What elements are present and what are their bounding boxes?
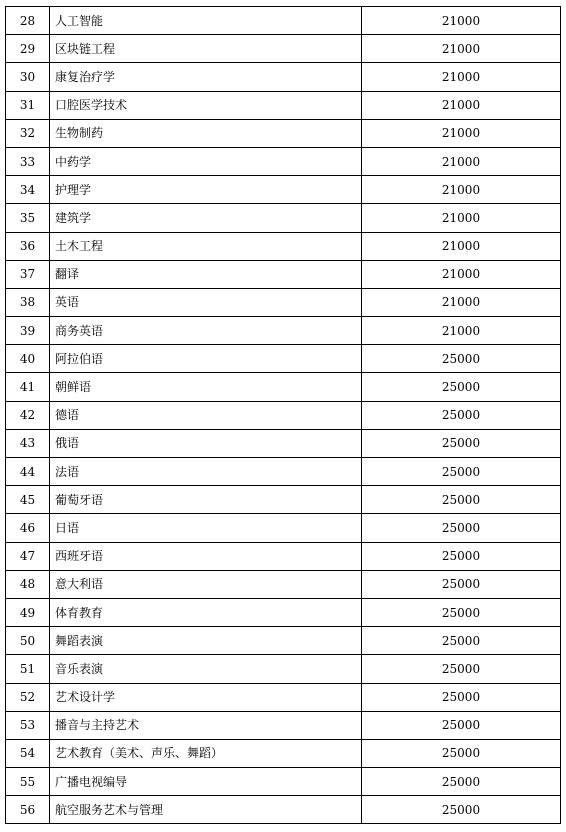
- major-name-cell: 法语: [50, 458, 362, 486]
- tuition-fee-cell: 25000: [362, 598, 561, 626]
- major-name-cell: 播音与主持艺术: [50, 711, 362, 739]
- row-number-cell: 55: [6, 768, 50, 796]
- table-row: [6, 35, 561, 63]
- major-name-cell: 人工智能: [50, 7, 362, 35]
- major-name-cell: 德语: [50, 401, 362, 429]
- table-row: [6, 514, 561, 542]
- row-number-cell: 46: [6, 514, 50, 542]
- major-name-cell: 体育教育: [50, 598, 362, 626]
- major-name-cell: 葡萄牙语: [50, 486, 362, 514]
- tuition-fee-cell: 25000: [362, 683, 561, 711]
- row-number-cell: 35: [6, 204, 50, 232]
- row-number-cell: 36: [6, 232, 50, 260]
- row-number-cell: 47: [6, 542, 50, 570]
- major-name-cell: 土木工程: [50, 232, 362, 260]
- major-name-cell: 阿拉伯语: [50, 345, 362, 373]
- major-name-cell: 翻译: [50, 260, 362, 288]
- tuition-fee-cell: 25000: [362, 345, 561, 373]
- table-body: [6, 7, 561, 824]
- tuition-fee-cell: 25000: [362, 514, 561, 542]
- table-row: [6, 401, 561, 429]
- table-row: [6, 373, 561, 401]
- table-row: [6, 796, 561, 824]
- major-name-cell: 舞蹈表演: [50, 627, 362, 655]
- tuition-fee-cell: 25000: [362, 401, 561, 429]
- major-name-cell: 区块链工程: [50, 35, 362, 63]
- tuition-fee-cell: 25000: [362, 768, 561, 796]
- tuition-fee-cell: 25000: [362, 570, 561, 598]
- major-name-cell: 艺术设计学: [50, 683, 362, 711]
- row-number-cell: 49: [6, 598, 50, 626]
- table-row: [6, 119, 561, 147]
- tuition-fee-cell: 25000: [362, 373, 561, 401]
- row-number-cell: 56: [6, 796, 50, 824]
- tuition-fee-cell: 25000: [362, 429, 561, 457]
- tuition-fee-cell: 21000: [362, 91, 561, 119]
- row-number-cell: 53: [6, 711, 50, 739]
- tuition-fee-cell: 21000: [362, 63, 561, 91]
- row-number-cell: 28: [6, 7, 50, 35]
- tuition-fee-cell: 25000: [362, 796, 561, 824]
- tuition-fee-cell: 25000: [362, 627, 561, 655]
- major-name-cell: 航空服务艺术与管理: [50, 796, 362, 824]
- table-row: [6, 655, 561, 683]
- row-number-cell: 44: [6, 458, 50, 486]
- table-row: [6, 627, 561, 655]
- major-name-cell: 康复治疗学: [50, 63, 362, 91]
- major-name-cell: 朝鲜语: [50, 373, 362, 401]
- row-number-cell: 54: [6, 739, 50, 767]
- major-name-cell: 商务英语: [50, 317, 362, 345]
- tuition-fee-cell: 25000: [362, 739, 561, 767]
- tuition-fee-cell: 25000: [362, 655, 561, 683]
- major-name-cell: 建筑学: [50, 204, 362, 232]
- table-row: [6, 260, 561, 288]
- major-name-cell: 俄语: [50, 429, 362, 457]
- major-name-cell: 广播电视编导: [50, 768, 362, 796]
- major-name-cell: 日语: [50, 514, 362, 542]
- row-number-cell: 52: [6, 683, 50, 711]
- table-row: [6, 345, 561, 373]
- table-row: [6, 570, 561, 598]
- row-number-cell: 50: [6, 627, 50, 655]
- major-name-cell: 英语: [50, 288, 362, 316]
- tuition-fee-cell: 25000: [362, 486, 561, 514]
- table-row: [6, 204, 561, 232]
- major-name-cell: 意大利语: [50, 570, 362, 598]
- row-number-cell: 37: [6, 260, 50, 288]
- tuition-fee-cell: 21000: [362, 232, 561, 260]
- major-name-cell: 音乐表演: [50, 655, 362, 683]
- tuition-fee-cell: 21000: [362, 317, 561, 345]
- row-number-cell: 43: [6, 429, 50, 457]
- tuition-fee-cell: 21000: [362, 147, 561, 175]
- table-row: [6, 7, 561, 35]
- table-row: [6, 598, 561, 626]
- table-row: [6, 711, 561, 739]
- table-row: [6, 232, 561, 260]
- row-number-cell: 33: [6, 147, 50, 175]
- row-number-cell: 31: [6, 91, 50, 119]
- row-number-cell: 34: [6, 176, 50, 204]
- tuition-fee-cell: 21000: [362, 119, 561, 147]
- table-row: [6, 683, 561, 711]
- table-row: [6, 91, 561, 119]
- table-row: [6, 458, 561, 486]
- tuition-fee-cell: 21000: [362, 7, 561, 35]
- row-number-cell: 40: [6, 345, 50, 373]
- table-row: [6, 542, 561, 570]
- row-number-cell: 42: [6, 401, 50, 429]
- table-row: [6, 768, 561, 796]
- major-name-cell: 西班牙语: [50, 542, 362, 570]
- tuition-fee-cell: 25000: [362, 458, 561, 486]
- major-name-cell: 生物制药: [50, 119, 362, 147]
- row-number-cell: 51: [6, 655, 50, 683]
- tuition-fee-cell: 21000: [362, 35, 561, 63]
- table-row: [6, 739, 561, 767]
- tuition-fee-cell: 21000: [362, 288, 561, 316]
- tuition-fee-cell: 21000: [362, 204, 561, 232]
- row-number-cell: 32: [6, 119, 50, 147]
- table-row: [6, 176, 561, 204]
- major-name-cell: 口腔医学技术: [50, 91, 362, 119]
- row-number-cell: 48: [6, 570, 50, 598]
- tuition-fee-cell: 21000: [362, 176, 561, 204]
- major-name-cell: 护理学: [50, 176, 362, 204]
- tuition-fee-cell: 25000: [362, 711, 561, 739]
- row-number-cell: 41: [6, 373, 50, 401]
- table-row: [6, 429, 561, 457]
- table-row: [6, 486, 561, 514]
- table-row: [6, 63, 561, 91]
- row-number-cell: 30: [6, 63, 50, 91]
- row-number-cell: 39: [6, 317, 50, 345]
- table-row: [6, 317, 561, 345]
- row-number-cell: 45: [6, 486, 50, 514]
- major-name-cell: 中药学: [50, 147, 362, 175]
- table-row: [6, 147, 561, 175]
- major-name-cell: 艺术教育（美术、声乐、舞蹈）: [50, 739, 362, 767]
- row-number-cell: 38: [6, 288, 50, 316]
- tuition-fee-cell: 25000: [362, 542, 561, 570]
- tuition-fee-cell: 21000: [362, 260, 561, 288]
- row-number-cell: 29: [6, 35, 50, 63]
- table-row: [6, 288, 561, 316]
- tuition-table: [5, 6, 561, 824]
